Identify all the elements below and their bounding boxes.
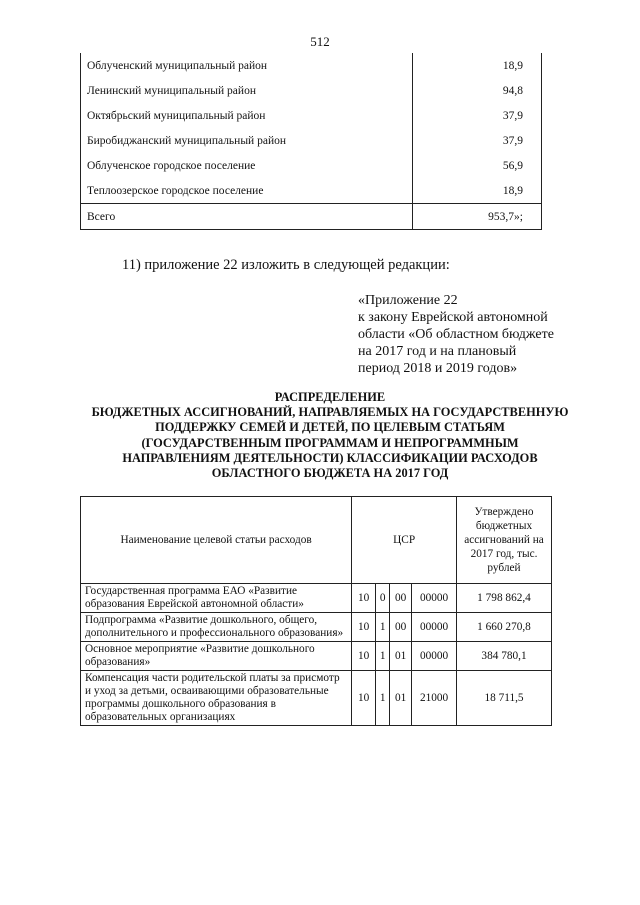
csr-program: 10	[352, 671, 376, 726]
csr-event: 00	[390, 613, 412, 642]
row-name: Облученский муниципальный район	[81, 53, 413, 78]
document-heading	[70, 390, 590, 481]
allocation-table	[80, 496, 552, 726]
csr-direction: 00000	[412, 613, 457, 642]
table-row	[81, 613, 552, 642]
header-amount-line: бюджетных	[475, 520, 533, 532]
table-row	[81, 128, 542, 153]
row-value: 37,9	[413, 128, 542, 153]
header-csr: ЦСР	[352, 497, 457, 584]
table-row	[81, 78, 542, 103]
row-name: Облученское городское поселение	[81, 153, 413, 178]
header-name: Наименование целевой статьи расходов	[81, 497, 352, 584]
row-value: 56,9	[413, 153, 542, 178]
row-amount: 18 711,5	[457, 671, 552, 726]
header-amount-line: ассигнований на	[464, 534, 544, 546]
csr-program: 10	[352, 584, 376, 613]
row-value: 18,9	[413, 53, 542, 78]
table-row	[81, 671, 552, 726]
heading-line: (ГОСУДАРСТВЕННЫМ ПРОГРАММАМ И НЕПРОГРАММНЫМ	[141, 435, 519, 450]
table-row	[81, 103, 542, 128]
table-row	[81, 584, 552, 613]
appendix-reference	[358, 292, 598, 377]
row-value: 37,9	[413, 103, 542, 128]
row-name: Октябрьский муниципальный район	[81, 103, 413, 128]
heading-line: БЮДЖЕТНЫХ АССИГНОВАНИЙ, НАПРАВЛЯЕМЫХ НА ГОСУДАРСТВЕННУЮ	[91, 405, 569, 420]
total-label: Всего	[81, 204, 413, 230]
heading-line: ОБЛАСТНОГО БЮДЖЕТА НА 2017 ГОД	[211, 466, 449, 481]
top-table	[80, 53, 542, 230]
heading-line: РАСПРЕДЕЛЕНИЕ	[274, 390, 386, 404]
csr-direction: 21000	[412, 671, 457, 726]
heading-line: НАПРАВЛЕНИЯМ ДЕЯТЕЛЬНОСТИ) КЛАССИФИКАЦИИ РАСХОДОВ	[122, 450, 538, 465]
csr-subprogram: 0	[376, 584, 390, 613]
row-name: Ленинский муниципальный район	[81, 78, 413, 103]
total-row	[81, 204, 542, 230]
row-amount: 1 660 270,8	[457, 613, 552, 642]
header-amount-line: 2017 год, тыс.	[470, 548, 538, 560]
csr-subprogram: 1	[376, 671, 390, 726]
row-name: Подпрограмма «Развитие дошкольного, общего, дополнительного и профессионального образования»	[81, 613, 352, 642]
csr-direction: 00000	[412, 584, 457, 613]
row-name: Государственная программа ЕАО «Развитие образования Еврейской автономной области»	[81, 584, 352, 613]
csr-program: 10	[352, 642, 376, 671]
row-amount: 1 798 862,4	[457, 584, 552, 613]
table-row	[81, 178, 542, 204]
row-value: 94,8	[413, 78, 542, 103]
header-amount-line: Утверждено	[474, 506, 534, 518]
table-row	[81, 642, 552, 671]
row-name: Основное мероприятие «Развитие дошкольного образования»	[81, 642, 352, 671]
page-number: 512	[310, 34, 330, 49]
item-11-text: 11) приложение 22 изложить в следующей редакции:	[122, 257, 450, 273]
row-name: Компенсация части родительской платы за присмотр и уход за детьми, осваивающими образовательные программы дошкольного образования в образовательных организациях	[81, 671, 352, 726]
csr-event: 01	[390, 642, 412, 671]
row-amount: 384 780,1	[457, 642, 552, 671]
csr-direction: 00000	[412, 642, 457, 671]
appendix-line: «Приложение 22	[358, 293, 458, 308]
table-row	[81, 53, 542, 78]
appendix-line: период 2018 и 2019 годов»	[358, 361, 518, 376]
csr-event: 01	[390, 671, 412, 726]
heading-line: ПОДДЕРЖКУ СЕМЕЙ И ДЕТЕЙ, ПО ЦЕЛЕВЫМ СТАТЬЯМ	[155, 420, 505, 435]
csr-event: 00	[390, 584, 412, 613]
header-amount	[457, 497, 552, 584]
row-value: 18,9	[413, 178, 542, 204]
total-value: 953,7»;	[413, 204, 542, 230]
table-header-row	[81, 497, 552, 584]
csr-program: 10	[352, 613, 376, 642]
row-name: Теплоозерское городское поселение	[81, 178, 413, 204]
table-row	[81, 153, 542, 178]
appendix-line: к закону Еврейской автономной	[358, 310, 548, 325]
csr-subprogram: 1	[376, 642, 390, 671]
appendix-line: области «Об областном бюджете	[358, 327, 554, 342]
appendix-line: на 2017 год и на плановый	[358, 344, 517, 359]
csr-subprogram: 1	[376, 613, 390, 642]
row-name: Биробиджанский муниципальный район	[81, 128, 413, 153]
header-amount-line: рублей	[487, 562, 521, 574]
